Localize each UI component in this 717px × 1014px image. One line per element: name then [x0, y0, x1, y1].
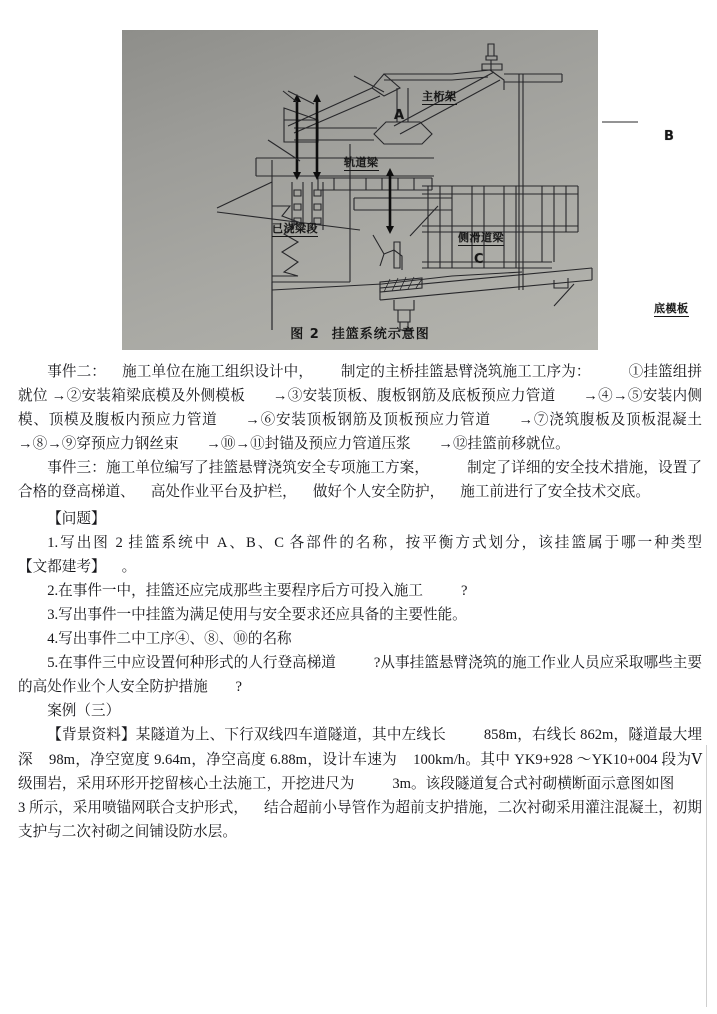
paragraph-event-three — [18, 456, 702, 504]
figure-caption-title: 挂篮系统示意图 — [331, 327, 430, 342]
background-text-5: 3m。该段隧道复合式衬砌横断面示意图如图 — [392, 775, 675, 792]
question-5-number: 5. — [47, 655, 59, 672]
question-1-text-3: 。 — [121, 558, 137, 575]
event-three-text-5: 施工前进行了安全技术交底。 — [460, 484, 650, 501]
event-two-text-3: ①挂篮组拼就位 →②安装箱梁底模及外侧模板 — [18, 364, 702, 405]
question-5-text-2: ?从事挂篮悬臂浇筑的施工作业人员应采取哪些主要的高处作业个人安全防护措施 — [18, 655, 702, 696]
figure-caption — [122, 323, 598, 342]
question-item-5 — [18, 651, 702, 699]
figure-label-c: C — [474, 252, 485, 267]
event-three-text-3: 高处作业平台及护栏， — [150, 484, 297, 501]
event-two-text-8: →⑩→⑪封锚及预应力管道压浆 — [206, 436, 411, 453]
event-three-text-1: 施工单位编写了挂篮悬臂浇筑安全专项施工方案， — [105, 460, 430, 477]
event-two-text-7: →⑦浇筑腹板及顶板混凝土 →⑧→⑨穿预应力钢丝束 — [18, 412, 702, 453]
event-two-text-2: 制定的主桥挂篮悬臂浇筑施工工序为： — [340, 364, 591, 380]
case-heading: 案例（三） — [47, 703, 121, 720]
background-text-3: 98m，净空宽度 9.64m，净空高度 6.88m，设计车速为 — [49, 751, 398, 768]
figure-label-b: B — [664, 129, 675, 144]
question-2-number: 2. — [47, 582, 59, 599]
figure-label-side-slide-beam: 侧滑道梁 — [458, 231, 504, 244]
question-5-text-3: ? — [235, 679, 242, 696]
question-1-text-1: 写出图 2 挂篮系统中 A、B、C 各部件的名称，按平衡方式划分，该挂篮属于哪一种类型 — [58, 534, 702, 551]
event-two-text-1: 施工单位在施工组织设计中， — [122, 364, 314, 380]
background-text-2: 858m，右线长 862m，隧道最大埋深 — [18, 727, 702, 768]
background-text-6: 3 所示，采用喷锚网联合支护形式， — [18, 799, 248, 816]
event-two-label: 事件二： — [47, 364, 106, 380]
document-body — [18, 360, 702, 844]
figure-label-a: A — [394, 108, 405, 123]
figure-label-bottom-formwork: 底模板 — [654, 302, 689, 315]
question-item-3 — [18, 603, 702, 627]
background-label: 【背景资料】 — [47, 727, 136, 744]
background-text-4: 100km/h。其中 YK9+928 ～YK10+004 段为Ⅴ级围岩，采用环形开挖留核心土法施工，开挖进尺为 — [18, 751, 702, 792]
question-item-4 — [18, 627, 702, 651]
question-2-text-2: ? — [460, 582, 468, 599]
event-two-text-4: →③安装顶板、腹板钢筋及底板预应力管道 — [272, 388, 556, 405]
question-4-text-1: 写出事件二中工序④、⑧、⑩的名称 — [58, 631, 292, 648]
background-text-1: 某隧道为上、下行双线四车道隧道，其中左线长 — [135, 727, 446, 744]
question-5-text-1: 在事件三中应设置何种形式的人行登高梯道 — [58, 655, 336, 672]
event-two-text-5: →④→⑤安装内侧模、顶模及腹板内预应力管道 — [18, 388, 702, 429]
questions-heading: 【问题】 — [47, 510, 106, 527]
event-three-text-4: 做好个人安全防护， — [312, 484, 445, 501]
figure-label-poured-segment: 已浇梁段 — [272, 222, 318, 235]
event-three-text-2: 制定了详细的安全技术措施，设置了合格的登高梯道、 — [18, 460, 702, 501]
question-1-text-2: 【文都建考】 — [18, 558, 106, 575]
question-3-number: 3. — [47, 606, 59, 623]
event-two-text-9: →⑫挂篮前移就位。 — [438, 436, 570, 453]
question-1-number: 1. — [47, 534, 59, 551]
scan-edge-artifact — [706, 745, 707, 1007]
questions-list — [18, 531, 702, 700]
question-item-1 — [18, 531, 702, 579]
question-4-number: 4. — [47, 631, 59, 648]
question-2-text-1: 在事件一中，挂篮还应完成那些主要程序后方可投入施工 — [58, 582, 423, 599]
paragraph-background — [18, 723, 702, 843]
figure-caption-prefix: 图 2 — [290, 327, 320, 342]
figure-line-drawing — [122, 30, 598, 350]
question-item-2 — [18, 579, 702, 603]
event-two-text-6: →⑥安装顶板钢筋及顶板预应力管道 — [245, 412, 491, 429]
figure-label-rail-beam: 轨道梁 — [344, 156, 379, 169]
figure-hanging-basket-diagram — [122, 30, 689, 350]
question-3-text-1: 写出事件一中挂篮为满足使用与安全要求还应具备的主要性能。 — [58, 606, 467, 623]
event-three-label: 事件三： — [47, 460, 106, 477]
figure-label-main-truss: 主桁架 — [422, 90, 457, 103]
background-text-7: 结合超前小导管作为超前支护措施，二次衬砌采用灌注混凝土，初期支护与二次衬砌之间铺设防水层。 — [18, 799, 702, 840]
paragraph-event-two — [18, 360, 702, 456]
